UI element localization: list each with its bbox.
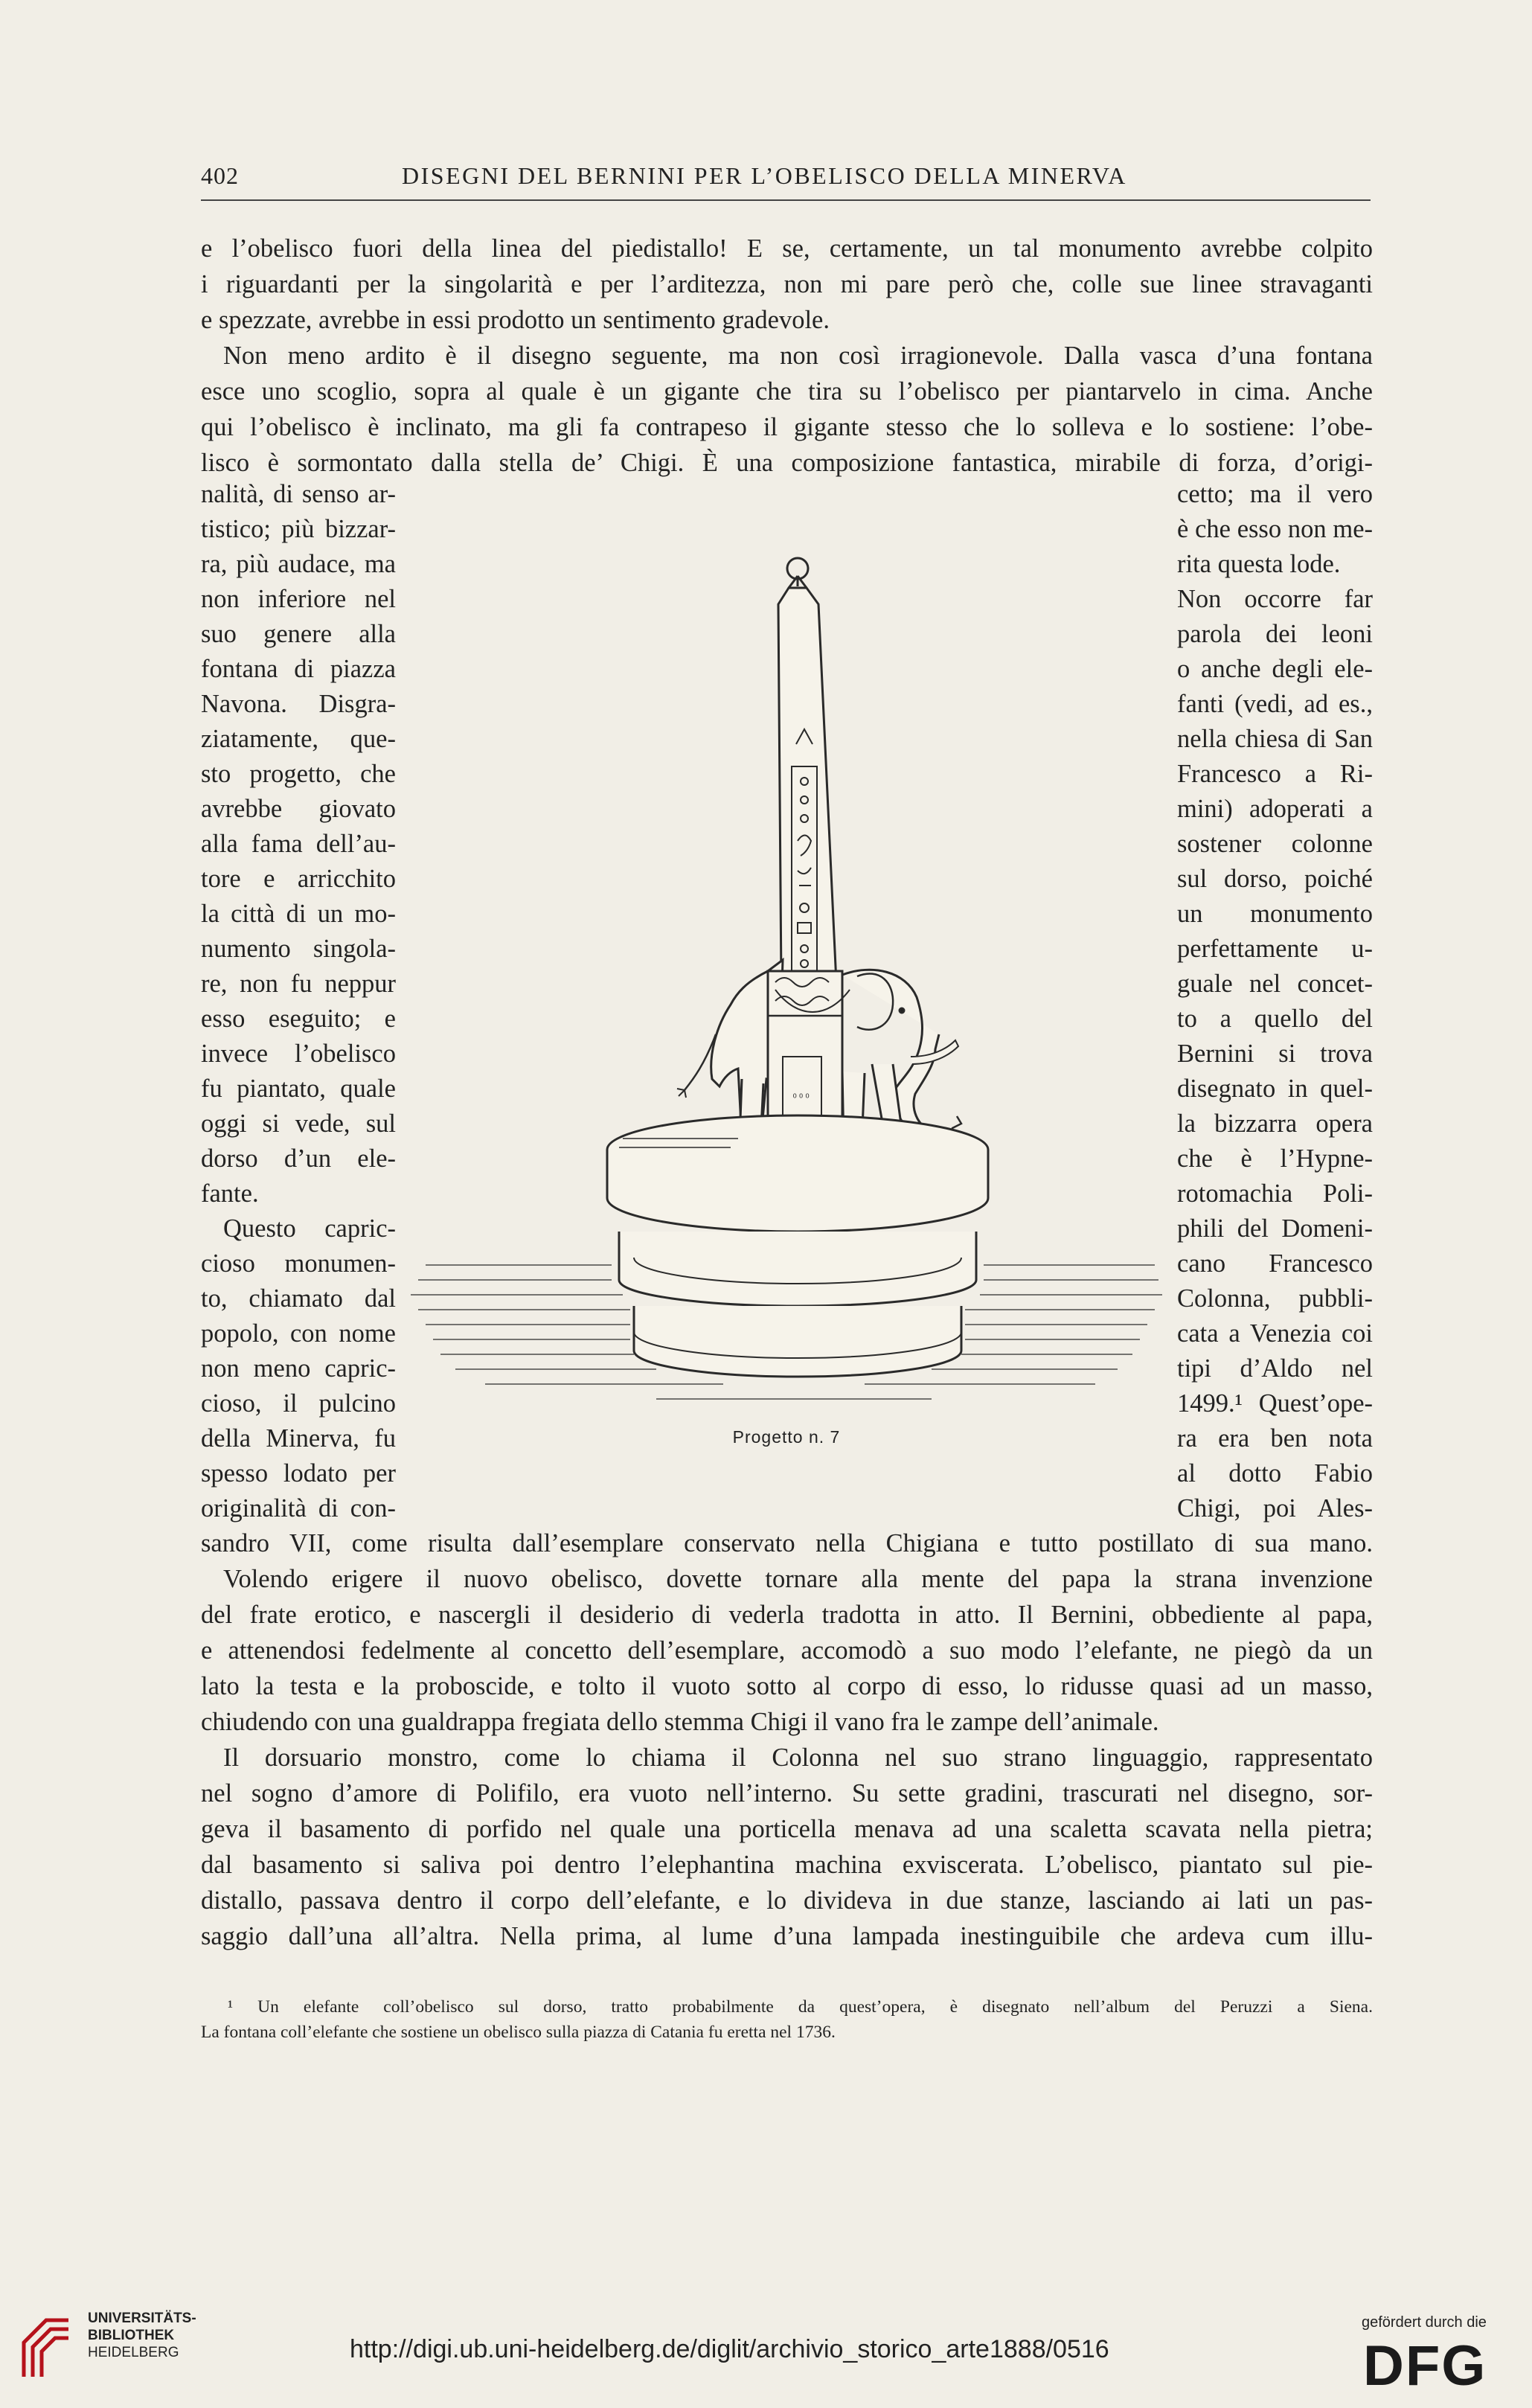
text-line: oggi si vede, sul — [201, 1109, 396, 1138]
text-line: e attenendosi fedelmente al concetto dell’esemplare, accomodò a suo modo l’elefante, ne piegò da un — [201, 1636, 1373, 1665]
library-name-line: UNIVERSITÄTS- — [88, 2311, 196, 2326]
text-line: Navona. Disgra- — [201, 690, 396, 718]
text-line: sandro VII, come risulta dall’esemplare conservato nella Chigiana e tutto postillato di sua mano. — [201, 1529, 1373, 1557]
text-line: sul dorso, poiché — [1177, 865, 1373, 893]
text-line: rita questa lode. — [1177, 550, 1341, 578]
text-line: esce uno scoglio, sopra al quale è un gigante che tira su l’obelisco per piantarvelo in cima. Anche — [201, 377, 1373, 406]
text-line: o anche degli ele- — [1177, 655, 1373, 683]
text-line: sto progetto, che — [201, 760, 396, 788]
figure-caption: Progetto n. 7 — [732, 1427, 841, 1447]
text-line: esso eseguito; e — [201, 1005, 396, 1033]
running-header — [201, 162, 1371, 201]
text-line: i riguardanti per la singolarità e per l’arditezza, non mi pare però che, colle sue linee stravaganti — [201, 270, 1373, 298]
text-line: non inferiore nel — [201, 585, 396, 613]
text-line: avrebbe giovato — [201, 795, 396, 823]
text-line: to, chiamato dal — [201, 1284, 396, 1313]
text-line: numento singola- — [201, 935, 396, 963]
text-line: del frate erotico, e nascergli il desiderio di vederla tradotta in atto. Il Bernini, obbediente al papa, — [201, 1601, 1373, 1629]
text-line: la bizzarra opera — [1177, 1109, 1373, 1138]
text-line: spesso lodato per — [201, 1459, 396, 1488]
text-line: al dotto Fabio — [1177, 1459, 1373, 1488]
text-line: e l’obelisco fuori della linea del piedistallo! E se, certamente, un tal monumento avrebbe colpito — [201, 234, 1373, 263]
text-line: e spezzate, avrebbe in essi prodotto un sentimento gradevole. — [201, 306, 830, 334]
footnote-line: ¹ Un elefante coll’obelisco sul dorso, tratto probabilmente da quest’opera, è disegnato nell’album del Peruzzi a Siena. — [228, 1997, 1373, 2017]
text-line: nel sogno d’amore di Polifilo, era vuoto nell’interno. Su sette gradini, trascurati nel disegno, sor- — [201, 1779, 1373, 1807]
text-line: Francesco a Ri- — [1177, 760, 1373, 788]
text-line: tipi d’Aldo nel — [1177, 1354, 1373, 1383]
library-name-line: HEIDELBERG — [88, 2345, 179, 2360]
text-line: disegnato in quel- — [1177, 1075, 1373, 1103]
text-line: rotomachia Poli- — [1177, 1179, 1373, 1208]
elephant-obelisk-illustration — [411, 543, 1162, 1421]
text-line: Volendo erigere il nuovo obelisco, dovette tornare alla mente del papa la strana invenzione — [223, 1565, 1373, 1593]
text-line: che è l’Hypne- — [1177, 1144, 1373, 1173]
page-number: 402 — [201, 162, 239, 189]
text-line: re, non fu neppur — [201, 970, 396, 998]
text-line: distallo, passava dentro il corpo dell’elefante, e lo divideva in due stanze, lasciando ai lati un pas- — [201, 1886, 1373, 1915]
text-line: nella chiesa di San — [1177, 725, 1373, 753]
text-line: parola dei leoni — [1177, 620, 1373, 648]
text-line: Chigi, poi Ales- — [1177, 1494, 1373, 1522]
funding-text: gefördert durch die — [1362, 2314, 1487, 2331]
text-line: lato la testa e la proboscide, e tolto il vuoto sotto al corpo di esso, lo ridusse quasi ad un masso, — [201, 1672, 1373, 1700]
text-line: ziatamente, que- — [201, 725, 396, 753]
footnote-line: La fontana coll’elefante che sostiene un obelisco sulla piazza di Catania fu eretta nel 1736. — [201, 2023, 836, 2042]
text-line: phili del Domeni- — [1177, 1214, 1373, 1243]
text-line: sostener colonne — [1177, 830, 1373, 858]
text-line: tore e arricchito — [201, 865, 396, 893]
text-line: fanti (vedi, ad es., — [1177, 690, 1373, 718]
text-line: Non meno ardito è il disegno seguente, ma non così irragionevole. Dalla vasca d’una fontana — [223, 342, 1373, 370]
text-line: cata a Venezia coi — [1177, 1319, 1373, 1348]
text-line: qui l’obelisco è inclinato, ma gli fa contrapeso il gigante stesso che lo solleva e lo sostiene: l’obe- — [201, 413, 1373, 441]
text-line: invece l’obelisco — [201, 1040, 396, 1068]
text-line: mini) adoperati a — [1177, 795, 1373, 823]
text-line: ra era ben nota — [1177, 1424, 1373, 1453]
text-line: cano Francesco — [1177, 1249, 1373, 1278]
text-line: nalità, di senso ar- — [201, 480, 396, 508]
text-line: popolo, con nome — [201, 1319, 396, 1348]
text-line: lisco è sormontato dalla stella de’ Chigi. È una composizione fantastica, mirabile di forza, d’origi- — [201, 449, 1373, 477]
text-line: fontana di piazza — [201, 655, 396, 683]
text-line: un monumento — [1177, 900, 1373, 928]
text-line: perfettamente u- — [1177, 935, 1373, 963]
university-library-logo-icon — [16, 2313, 74, 2381]
running-title: DISEGNI DEL BERNINI PER L’OBELISCO DELLA MINERVA — [402, 162, 1127, 189]
text-line: guale nel concet- — [1177, 970, 1373, 998]
library-name — [88, 2310, 196, 2361]
text-line: to a quello del — [1177, 1005, 1373, 1033]
text-line: tistico; più bizzar- — [201, 515, 396, 543]
text-line: Colonna, pubbli- — [1177, 1284, 1373, 1313]
text-line: saggio dall’una all’altra. Nella prima, al lume d’una lampada inestinguibile che ardeva cum illu- — [201, 1922, 1373, 1950]
text-line: geva il basamento di porfido nel quale una porticella menava ad una scaletta scavata nella pietra; — [201, 1815, 1373, 1843]
text-line: non meno capric- — [201, 1354, 396, 1383]
text-line: dal basamento si saliva poi dentro l’elephantina machina exviscerata. L’obelisco, piantato sul pie- — [201, 1851, 1373, 1879]
text-line: ra, più audace, ma — [201, 550, 396, 578]
svg-text:ᴼᴼᴼ: ᴼᴼᴼ — [792, 1092, 811, 1104]
source-url-link[interactable]: http://digi.ub.uni-heidelberg.de/diglit/archivio_storico_arte1888/0516 — [350, 2335, 1109, 2363]
text-line: alla fama dell’au- — [201, 830, 396, 858]
dfg-logo: DFG — [1363, 2334, 1487, 2398]
text-line: Questo capric- — [223, 1214, 396, 1243]
text-line: Non occorre far — [1177, 585, 1373, 613]
text-line: Il dorsuario monstro, come lo chiama il Colonna nel suo strano linguaggio, rappresentato — [223, 1743, 1373, 1772]
text-line: dorso d’un ele- — [201, 1144, 396, 1173]
text-line: suo genere alla — [201, 620, 396, 648]
text-line: 1499.¹ Quest’ope- — [1177, 1389, 1373, 1418]
text-line: originalità di con- — [201, 1494, 396, 1522]
text-line: chiudendo con una gualdrappa fregiata dello stemma Chigi il vano fra le zampe dell’animale. — [201, 1708, 1159, 1736]
library-name-line: BIBLIOTHEK — [88, 2328, 175, 2343]
text-line: fu piantato, quale — [201, 1075, 396, 1103]
text-line: la città di un mo- — [201, 900, 396, 928]
text-line: della Minerva, fu — [201, 1424, 396, 1453]
text-line: cetto; ma il vero — [1177, 480, 1373, 508]
text-line: cioso monumen- — [201, 1249, 396, 1278]
digitization-footer — [0, 2284, 1532, 2408]
text-line: cioso, il pulcino — [201, 1389, 396, 1418]
text-line: è che esso non me- — [1177, 515, 1373, 543]
text-line: Bernini si trova — [1177, 1040, 1373, 1068]
text-line: fante. — [201, 1179, 259, 1208]
figure-elephant-obelisk — [411, 543, 1162, 1458]
